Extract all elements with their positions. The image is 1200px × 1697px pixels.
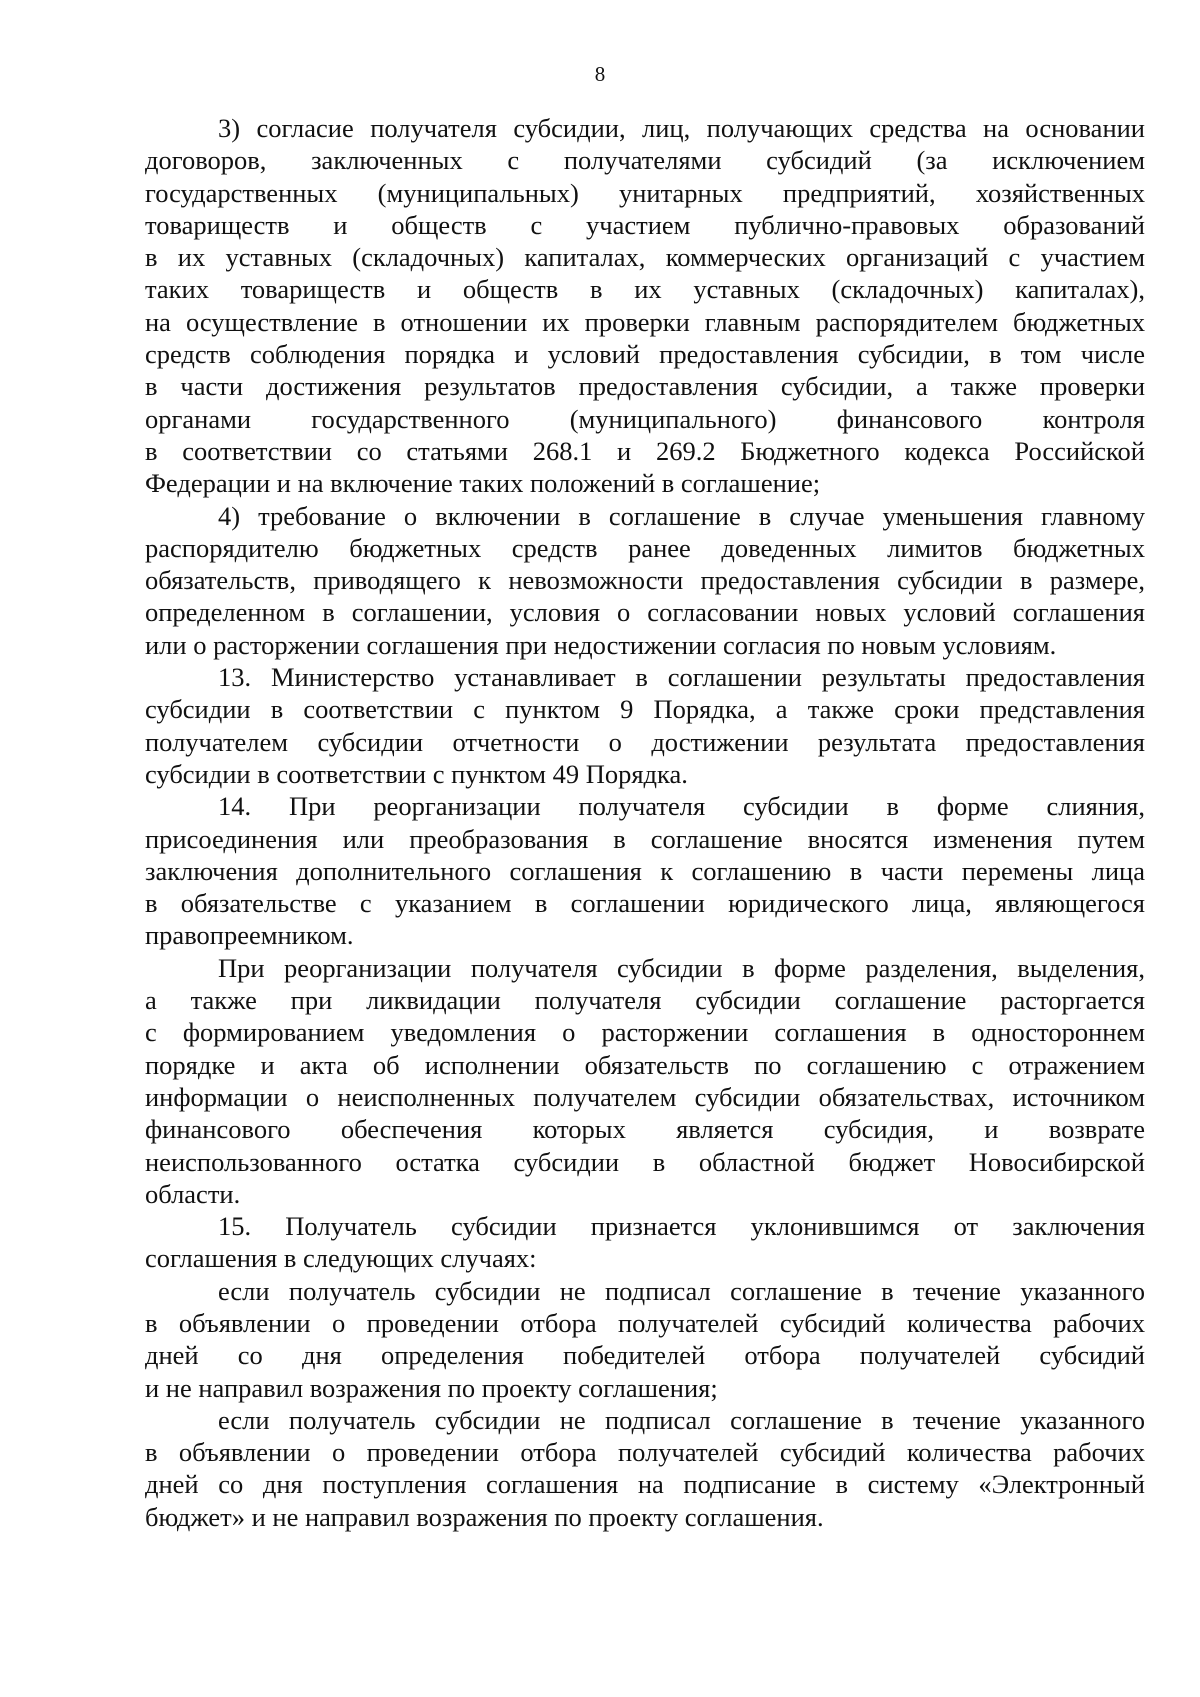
paragraph-p14b xyxy=(145,952,1145,1210)
text-line: финансового обеспечения которых является субсидия, и возврате xyxy=(145,1114,1145,1145)
text-line: определенном в соглашении, условия о согласовании новых условий соглашения xyxy=(145,597,1145,628)
paragraph-p4 xyxy=(145,500,1145,661)
text-line: дней со дня поступления соглашения на подписание в систему «Электронный xyxy=(145,1469,1145,1500)
text-line: распорядителю бюджетных средств ранее доведенных лимитов бюджетных xyxy=(145,532,1145,563)
text-line: бюджет» и не направил возражения по проекту соглашения. xyxy=(145,1501,824,1532)
text-line: товариществ и обществ с участием публично-правовых образований xyxy=(145,209,1145,240)
page-number: 8 xyxy=(594,62,606,86)
paragraph-p15b xyxy=(145,1404,1145,1533)
text-line: если получатель субсидии не подписал соглашение в течение указанного xyxy=(218,1275,1145,1306)
text-line: 13. Министерство устанавливает в соглашении результаты предоставления xyxy=(218,662,1145,693)
text-line: неиспользованного остатка субсидии в областной бюджет Новосибирской xyxy=(145,1146,1145,1177)
text-line: 15. Получатель субсидии признается уклонившимся от заключения xyxy=(218,1211,1145,1242)
text-line: средств соблюдения порядка и условий предоставления субсидии, в том числе xyxy=(145,339,1145,370)
text-line: а также при ликвидации получателя субсидии соглашение расторгается xyxy=(145,985,1145,1016)
text-line: информации о неисполненных получателем субсидии обязательствах, источником xyxy=(145,1081,1145,1112)
text-line: договоров, заключенных с получателями субсидий (за исключением xyxy=(145,145,1145,176)
paragraph-p13 xyxy=(145,661,1145,790)
text-line: присоединения или преобразования в соглашение вносятся изменения путем xyxy=(145,823,1145,854)
text-line: правопреемником. xyxy=(145,920,354,951)
text-line: обязательств, приводящего к невозможности предоставления субсидии в размере, xyxy=(145,565,1145,596)
text-line: государственных (муниципальных) унитарных предприятий, хозяйственных xyxy=(145,177,1145,208)
text-line: области. xyxy=(145,1178,241,1209)
paragraph-p15 xyxy=(145,1210,1145,1275)
text-line: субсидии в соответствии с пунктом 9 Порядка, а также сроки представления xyxy=(145,694,1145,725)
paragraph-p15a xyxy=(145,1275,1145,1404)
text-line: с формированием уведомления о расторжении соглашения в одностороннем xyxy=(145,1017,1145,1048)
paragraph-p14 xyxy=(145,790,1145,951)
text-line: и не направил возражения по проекту соглашения; xyxy=(145,1372,718,1403)
text-line: 4) требование о включении в соглашение в случае уменьшения главному xyxy=(218,500,1145,531)
text-line: субсидии в соответствии с пунктом 49 Порядка. xyxy=(145,758,688,789)
text-line: При реорганизации получателя субсидии в форме разделения, выделения, xyxy=(218,952,1145,983)
text-line: в объявлении о проведении отбора получателей субсидий количества рабочих xyxy=(145,1307,1145,1338)
text-line: 14. При реорганизации получателя субсидии в форме слияния, xyxy=(218,791,1145,822)
text-line: в части достижения результатов предоставления субсидии, а также проверки xyxy=(145,371,1145,402)
text-line: заключения дополнительного соглашения к соглашению в части перемены лица xyxy=(145,855,1145,886)
text-line: получателем субсидии отчетности о достижении результата предоставления xyxy=(145,726,1145,757)
text-line: органами государственного (муниципального) финансового контроля xyxy=(145,403,1145,434)
text-line: таких товариществ и обществ в их уставных (складочных) капиталах), xyxy=(145,274,1145,305)
text-line: на осуществление в отношении их проверки главным распорядителем бюджетных xyxy=(145,306,1145,337)
text-line: в их уставных (складочных) капиталах, коммерческих организаций с участием xyxy=(145,242,1145,273)
text-line: в соответствии со статьями 268.1 и 269.2 Бюджетного кодекса Российской xyxy=(145,435,1145,466)
text-line: если получатель субсидии не подписал соглашение в течение указанного xyxy=(218,1404,1145,1435)
text-line: порядке и акта об исполнении обязательств по соглашению с отражением xyxy=(145,1049,1145,1080)
text-line: или о расторжении соглашения при недостижении согласия по новым условиям. xyxy=(145,629,1057,660)
document-body xyxy=(145,112,1145,1533)
text-line: соглашения в следующих случаях: xyxy=(145,1243,537,1274)
text-line: в обязательстве с указанием в соглашении юридического лица, являющегося xyxy=(145,888,1145,919)
text-line: дней со дня определения победителей отбора получателей субсидий xyxy=(145,1340,1145,1371)
paragraph-p3 xyxy=(145,112,1145,500)
text-line: Федерации и на включение таких положений в соглашение; xyxy=(145,468,821,499)
text-line: в объявлении о проведении отбора получателей субсидий количества рабочих xyxy=(145,1437,1145,1468)
text-line: 3) согласие получателя субсидии, лиц, получающих средства на основании xyxy=(218,113,1145,143)
